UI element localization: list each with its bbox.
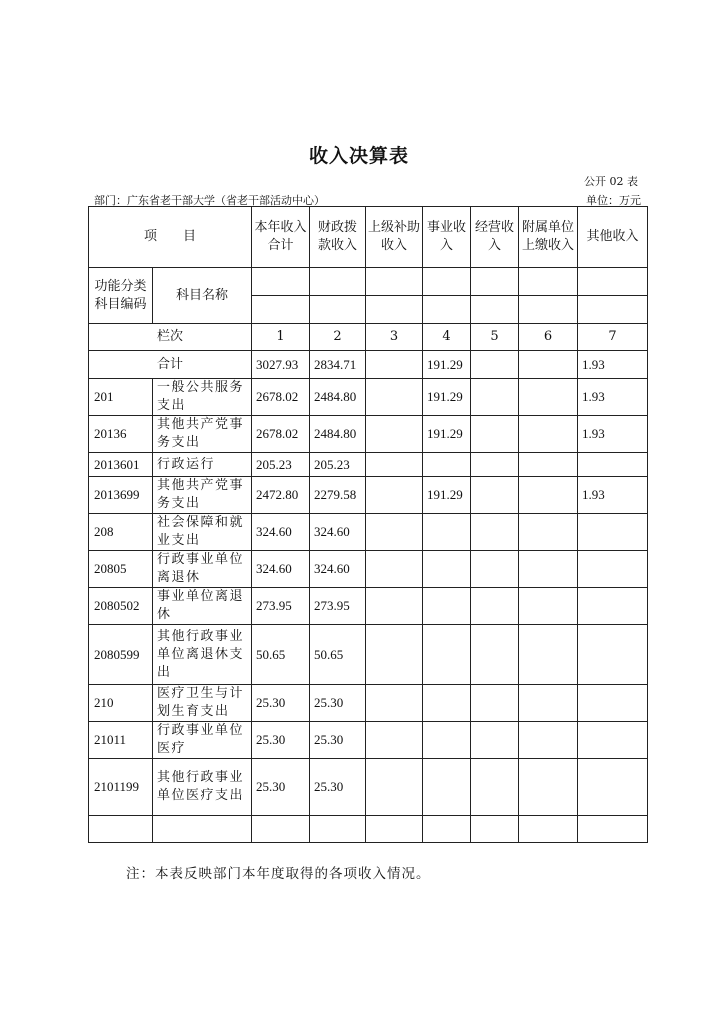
row-value: 1.93 xyxy=(578,477,648,514)
col-number-6: 6 xyxy=(519,324,578,351)
col-number-7: 7 xyxy=(578,324,648,351)
row-value xyxy=(366,625,423,685)
row-value xyxy=(366,514,423,551)
row-value xyxy=(366,722,423,759)
row-subject-name: 其他共产党事务支出 xyxy=(153,477,252,514)
row-value: 191.29 xyxy=(423,416,471,453)
header-subject-name: 科目名称 xyxy=(153,268,252,324)
table-row xyxy=(89,588,648,625)
row-code: 2013699 xyxy=(89,477,153,514)
column-number-row xyxy=(89,324,648,351)
row-code: 201 xyxy=(89,379,153,416)
row-code: 21011 xyxy=(89,722,153,759)
row-value: 324.60 xyxy=(310,551,366,588)
row-value: 25.30 xyxy=(310,722,366,759)
row-value: 2484.80 xyxy=(310,379,366,416)
row-value xyxy=(519,759,578,816)
row-value xyxy=(423,453,471,477)
row-value: 50.65 xyxy=(310,625,366,685)
row-value xyxy=(471,514,519,551)
empty-cell xyxy=(252,816,310,843)
row-subject-name: 医疗卫生与计划生育支出 xyxy=(153,685,252,722)
header-col-7: 其他收入 xyxy=(578,207,648,268)
row-subject-name: 社会保障和就业支出 xyxy=(153,514,252,551)
row-value: 2484.80 xyxy=(310,416,366,453)
row-value xyxy=(366,477,423,514)
row-value xyxy=(519,685,578,722)
row-value xyxy=(471,588,519,625)
total-value: 2834.71 xyxy=(310,351,366,379)
total-value xyxy=(366,351,423,379)
row-value xyxy=(366,588,423,625)
header-col-5: 经营收入 xyxy=(471,207,519,268)
header-col-6: 附属单位上缴收入 xyxy=(519,207,578,268)
row-value: 2472.80 xyxy=(252,477,310,514)
col-number-1: 1 xyxy=(252,324,310,351)
header-sub-row xyxy=(89,268,648,296)
row-value xyxy=(519,722,578,759)
row-value xyxy=(471,685,519,722)
table-row xyxy=(89,514,648,551)
row-subject-name: 其他行政事业单位医疗支出 xyxy=(153,759,252,816)
row-value: 191.29 xyxy=(423,379,471,416)
table-row xyxy=(89,453,648,477)
header-row xyxy=(89,207,648,268)
row-value: 1.93 xyxy=(578,379,648,416)
row-code: 20805 xyxy=(89,551,153,588)
unit-label: 单位：万元 xyxy=(586,194,641,207)
total-value: 3027.93 xyxy=(252,351,310,379)
row-value: 2678.02 xyxy=(252,416,310,453)
row-value: 2678.02 xyxy=(252,379,310,416)
row-value xyxy=(423,588,471,625)
empty-cell xyxy=(89,816,153,843)
row-value: 324.60 xyxy=(252,514,310,551)
row-value xyxy=(471,625,519,685)
row-value xyxy=(471,379,519,416)
row-subject-name: 其他行政事业单位离退休支出 xyxy=(153,625,252,685)
row-value: 324.60 xyxy=(252,551,310,588)
row-value xyxy=(519,379,578,416)
row-value: 324.60 xyxy=(310,514,366,551)
row-value xyxy=(366,685,423,722)
row-value xyxy=(578,685,648,722)
table-row xyxy=(89,551,648,588)
row-subject-name: 其他共产党事务支出 xyxy=(153,416,252,453)
row-value xyxy=(366,416,423,453)
row-value xyxy=(578,514,648,551)
table-row xyxy=(89,379,648,416)
header-func-code: 功能分类科目编码 xyxy=(89,268,153,324)
row-value xyxy=(471,416,519,453)
row-code: 2080502 xyxy=(89,588,153,625)
row-value: 205.23 xyxy=(310,453,366,477)
empty-cell xyxy=(471,816,519,843)
table-row xyxy=(89,477,648,514)
row-value xyxy=(519,625,578,685)
total-value xyxy=(471,351,519,379)
row-value: 2279.58 xyxy=(310,477,366,514)
col-number-4: 4 xyxy=(423,324,471,351)
row-value: 25.30 xyxy=(252,722,310,759)
row-value xyxy=(578,722,648,759)
row-value: 25.30 xyxy=(310,759,366,816)
row-value xyxy=(578,453,648,477)
header-item: 项 目 xyxy=(89,207,252,268)
col-number-3: 3 xyxy=(366,324,423,351)
col-number-5: 5 xyxy=(471,324,519,351)
row-value: 273.95 xyxy=(252,588,310,625)
table-row xyxy=(89,722,648,759)
row-value xyxy=(366,551,423,588)
row-value: 25.30 xyxy=(252,685,310,722)
row-value: 273.95 xyxy=(310,588,366,625)
table-row xyxy=(89,416,648,453)
header-col-4: 事业收入 xyxy=(423,207,471,268)
row-subject-name: 一般公共服务支出 xyxy=(153,379,252,416)
header-col-1: 本年收入合计 xyxy=(252,207,310,268)
row-value xyxy=(578,588,648,625)
total-value: 191.29 xyxy=(423,351,471,379)
total-value xyxy=(519,351,578,379)
row-value xyxy=(366,453,423,477)
total-row xyxy=(89,351,648,379)
row-value: 205.23 xyxy=(252,453,310,477)
total-value: 1.93 xyxy=(578,351,648,379)
row-value xyxy=(423,685,471,722)
empty-cell xyxy=(578,816,648,843)
row-subject-name: 事业单位离退休 xyxy=(153,588,252,625)
table-row xyxy=(89,625,648,685)
header-col-3: 上级补助收入 xyxy=(366,207,423,268)
row-code: 208 xyxy=(89,514,153,551)
row-value xyxy=(423,625,471,685)
row-subject-name: 行政事业单位离退休 xyxy=(153,551,252,588)
empty-cell xyxy=(423,816,471,843)
row-value: 1.93 xyxy=(578,416,648,453)
row-value xyxy=(423,551,471,588)
row-value: 25.30 xyxy=(252,759,310,816)
empty-cell xyxy=(519,816,578,843)
page-title: 收入决算表 xyxy=(308,145,409,167)
row-subject-name: 行政运行 xyxy=(153,453,252,477)
form-number: 公开 02 表 xyxy=(584,175,638,188)
row-value xyxy=(519,588,578,625)
empty-row xyxy=(89,816,648,843)
row-value xyxy=(366,759,423,816)
header-col-row: 栏次 xyxy=(89,324,252,351)
row-value xyxy=(471,477,519,514)
row-value: 50.65 xyxy=(252,625,310,685)
row-value xyxy=(423,722,471,759)
row-code: 2101199 xyxy=(89,759,153,816)
row-value xyxy=(578,759,648,816)
income-table xyxy=(88,206,648,843)
row-value xyxy=(471,759,519,816)
row-value xyxy=(366,379,423,416)
row-value xyxy=(519,416,578,453)
empty-cell xyxy=(310,816,366,843)
row-code: 210 xyxy=(89,685,153,722)
col-number-2: 2 xyxy=(310,324,366,351)
total-label: 合计 xyxy=(89,351,252,379)
row-value xyxy=(423,514,471,551)
empty-cell xyxy=(366,816,423,843)
row-value xyxy=(578,551,648,588)
row-value xyxy=(471,722,519,759)
row-value xyxy=(423,759,471,816)
row-value xyxy=(578,625,648,685)
row-value xyxy=(519,514,578,551)
row-code: 2013601 xyxy=(89,453,153,477)
row-value xyxy=(471,551,519,588)
row-code: 20136 xyxy=(89,416,153,453)
table-row xyxy=(89,685,648,722)
row-value xyxy=(519,453,578,477)
footnote: 注：本表反映部门本年度取得的各项收入情况。 xyxy=(126,866,431,882)
row-value xyxy=(519,551,578,588)
row-value xyxy=(519,477,578,514)
row-value xyxy=(471,453,519,477)
department-label: 部门：广东省老干部大学（省老干部活动中心） xyxy=(94,194,325,207)
row-value: 191.29 xyxy=(423,477,471,514)
row-code: 2080599 xyxy=(89,625,153,685)
row-subject-name: 行政事业单位医疗 xyxy=(153,722,252,759)
table-row xyxy=(89,759,648,816)
empty-cell xyxy=(153,816,252,843)
header-col-2: 财政拨款收入 xyxy=(310,207,366,268)
row-value: 25.30 xyxy=(310,685,366,722)
